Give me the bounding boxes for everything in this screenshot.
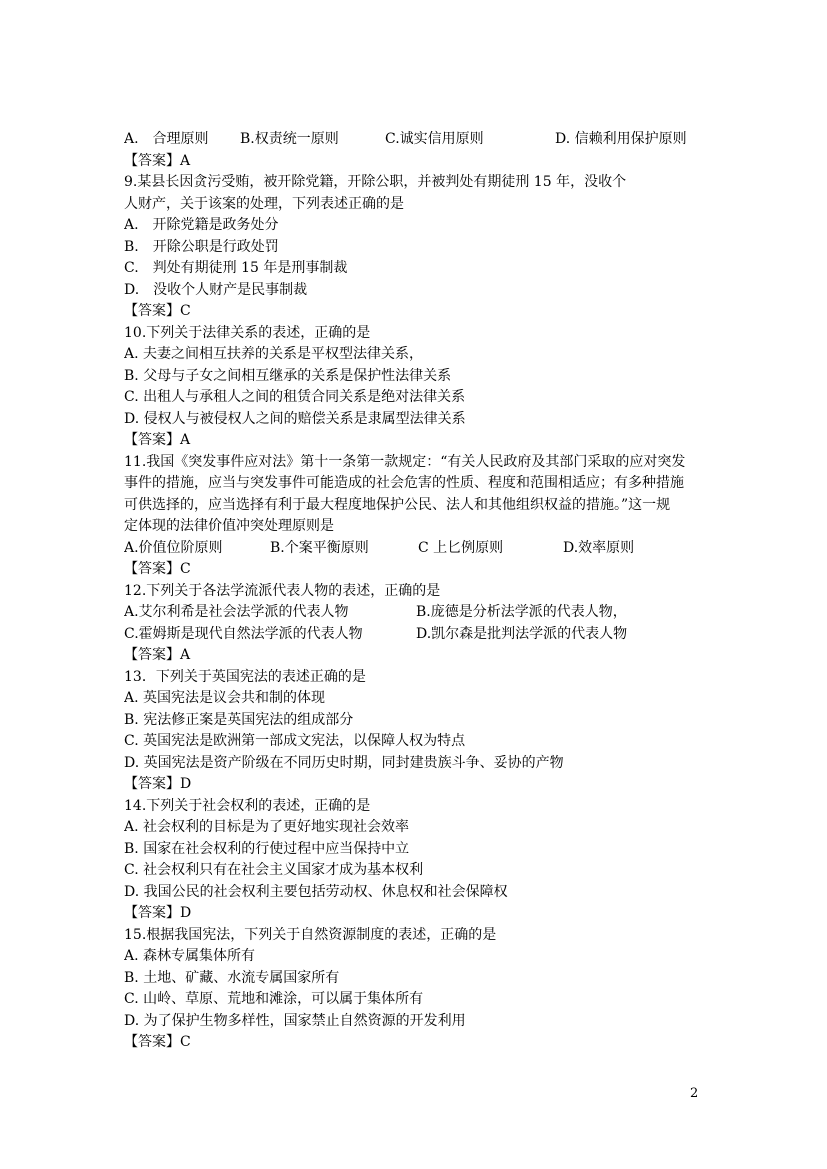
q8-option-c: C.诚实信用原则 <box>385 131 484 147</box>
q8-option-b: B.权责统一原则 <box>240 131 339 147</box>
q11-stem-line: 11.我国《突发事件应对法》第十一条第一款规定：“有关人民政府及其部门采取的应对突发 <box>124 453 686 470</box>
q14-option-b: B. 国家在社会权利的行使过程中应当保持中立 <box>124 840 410 857</box>
q11-answer: 【答案】C <box>124 561 191 577</box>
q11-option-a: A.价值位阶原则 <box>124 539 223 556</box>
q15-option-d: D. 为了保护生物多样性，国家禁止自然资源的开发利用 <box>124 1012 466 1029</box>
q9-option-d: D. 没收个人财产是民事制裁 <box>124 281 308 298</box>
q9-option-a: A. 开除党籍是政务处分 <box>124 217 279 233</box>
q14-answer: 【答案】D <box>124 905 192 921</box>
q11-option-b: B.个案平衡原则 <box>270 539 369 556</box>
q13-answer: 【答案】D <box>124 776 192 792</box>
question-list <box>124 129 704 1054</box>
q8-option-a: A. 合理原则 <box>124 131 209 147</box>
q11-options <box>124 538 704 560</box>
q10-option-d: D. 侵权人与被侵权人之间的赔偿关系是隶属型法律关系 <box>124 410 466 427</box>
q14-option-c: C. 社会权利只有在社会主义国家才成为基本权利 <box>124 862 424 878</box>
q12-options-row <box>124 602 704 624</box>
q11-option-c: C 上匕例原则 <box>418 539 504 556</box>
q13-option-c: C. 英国宪法是欧洲第一部成文宪法，以保障人权为特点 <box>124 733 466 749</box>
q10-option-b: B. 父母与子女之间相互继承的关系是保护性法律关系 <box>124 367 452 384</box>
q8-answer: 【答案】A <box>124 152 191 169</box>
q11-stem-line: 定体现的法律价值冲突处理原则是 <box>124 518 334 534</box>
q15-answer: 【答案】C <box>124 1034 191 1050</box>
q12-options-row <box>124 624 704 646</box>
q15-option-c: C. 山岭、草原、荒地和滩涂，可以属于集体所有 <box>124 991 424 1007</box>
q13-option-a: A. 英国宪法是议会共和制的体现 <box>124 690 326 706</box>
q12-option-a: A.艾尔利希是社会法学派的代表人物 <box>124 604 349 620</box>
q12-option-c: C.霍姆斯是现代自然法学派的代表人物 <box>124 625 363 642</box>
page-number: 2 <box>690 1086 699 1101</box>
q15-option-b: B. 土地、矿藏、水流专属国家所有 <box>124 969 340 986</box>
q12-option-d: D.凯尔森是批判法学派的代表人物 <box>416 625 628 642</box>
q15-stem: 15.根据我国宪法，下列关于自然资源制度的表述，正确的是 <box>124 926 497 943</box>
q13-option-b: B. 宪法修正案是英国宪法的组成部分 <box>124 711 354 728</box>
q14-stem: 14.下列关于社会权利的表述，正确的是 <box>124 797 371 814</box>
q10-answer: 【答案】A <box>124 432 191 448</box>
q10-stem: 10.下列关于法律关系的表述，正确的是 <box>124 324 371 341</box>
q9-stem-line: 人财产，关于该案的处理，下列表述正确的是 <box>124 195 404 212</box>
q12-answer: 【答案】A <box>124 647 191 663</box>
q14-option-d: D. 我国公民的社会权利主要包括劳动权、休息权和社会保障权 <box>124 883 508 900</box>
q9-answer: 【答案】C <box>124 303 191 319</box>
q12-option-b: B.庞德是分析法学派的代表人物， <box>416 604 627 620</box>
q13-option-d: D. 英国宪法是资产阶级在不同历史时期，同封建贵族斗争、妥协的产物 <box>124 754 564 771</box>
q9-option-b: B. 开除公职是行政处罚 <box>124 238 279 255</box>
q11-option-d: D.效率原则 <box>563 539 635 556</box>
q13-stem: 13．下列关于英国宪法的表述正确的是 <box>124 668 366 685</box>
q11-stem-line: 可供选择的，应当选择有利于最大程度地保护公民、法人和其他组织权益的措施。”这一规 <box>124 496 671 513</box>
q12-stem: 12.下列关于各法学流派代表人物的表述，正确的是 <box>124 582 441 599</box>
q9-stem-line: 9.某县长因贪污受贿，被开除党籍，开除公职，并被判处有期徒刑 15 年，没收个 <box>124 174 627 190</box>
q15-option-a: A. 森林专属集体所有 <box>124 948 256 964</box>
q9-option-c: C. 判处有期徒刑 15 年是刑事制裁 <box>124 260 348 276</box>
q11-stem-line: 事件的措施，应当与突发事件可能造成的社会危害的性质、程度和范围相适应；有多种措施 <box>124 475 684 491</box>
q14-option-a: A. 社会权利的目标是为了更好地实现社会效率 <box>124 819 410 835</box>
q8-option-d: D. 信赖利用保护原则 <box>555 131 687 147</box>
q10-option-a: A. 夫妻之间相互扶养的关系是平权型法律关系， <box>124 346 424 362</box>
q10-option-c: C. 出租人与承租人之间的租赁合同关系是绝对法律关系 <box>124 389 466 405</box>
q8-options <box>124 129 704 151</box>
